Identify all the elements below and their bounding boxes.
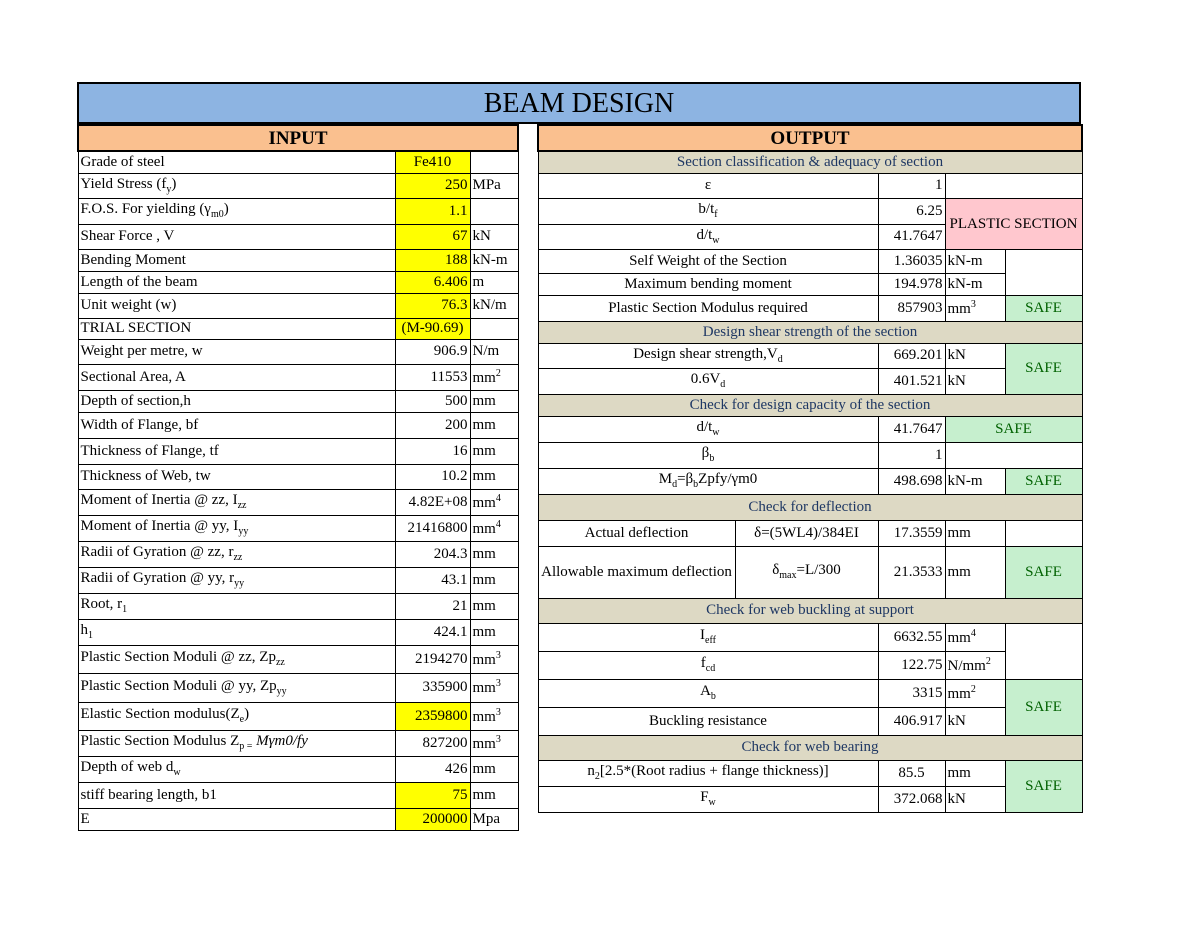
vd06-value: 401.521 — [878, 368, 945, 394]
input-unit: kN-m — [470, 249, 518, 271]
max-bm-value: 194.978 — [878, 273, 945, 295]
input-row — [78, 438, 518, 464]
d-tw-label: $d/t_w$ — [538, 224, 878, 249]
actual-deflection-unit: mm — [945, 520, 1005, 546]
input-unit: $mm^4$ — [470, 515, 518, 541]
input-label: E — [78, 808, 395, 830]
input-label: Plastic Section Moduli @ zz, $Zp_{zz}$ — [78, 645, 395, 673]
deflection-status-badge: SAFE — [1005, 546, 1082, 598]
output-panel — [537, 124, 1081, 813]
md-unit: kN-m — [945, 468, 1005, 494]
input-unit: mm — [470, 464, 518, 489]
vd-unit: kN — [945, 343, 1005, 368]
ieff-value: 6632.55 — [878, 623, 945, 651]
fw-value: 372.068 — [878, 786, 945, 812]
epsilon-value: 1 — [878, 173, 945, 198]
section-title-classification: Section classification & adequacy of section — [538, 151, 1082, 173]
vd-label: Design shear $strength,V_d$ — [538, 343, 878, 368]
input-unit: mm — [470, 567, 518, 593]
input-unit: kN — [470, 224, 518, 249]
fw-label: $F_w$ — [538, 786, 878, 812]
actual-deflection-value: 17.3559 — [878, 520, 945, 546]
input-value[interactable]: 21416800 — [395, 515, 470, 541]
input-value[interactable]: (M-90.69) — [395, 318, 470, 339]
input-value[interactable]: 500 — [395, 390, 470, 412]
input-unit: mm — [470, 541, 518, 567]
input-value[interactable]: 1.1 — [395, 198, 470, 224]
input-row — [78, 808, 518, 830]
input-value[interactable]: 43.1 — [395, 567, 470, 593]
shear-status-badge: SAFE — [1005, 343, 1082, 394]
b-tf-value: 6.25 — [878, 198, 945, 224]
input-unit: kN/m — [470, 293, 518, 318]
input-value[interactable]: 75 — [395, 782, 470, 808]
vd06-unit: kN — [945, 368, 1005, 394]
fw-unit: kN — [945, 786, 1005, 812]
input-row — [78, 390, 518, 412]
input-label: Unit weight (w) — [78, 293, 395, 318]
input-label: Shear Force , V — [78, 224, 395, 249]
input-unit: $mm^3$ — [470, 702, 518, 730]
ab-label: $A_b$ — [538, 679, 878, 707]
bearing-status-badge: SAFE — [1005, 760, 1082, 812]
psm-status-badge: SAFE — [1005, 295, 1082, 321]
allowable-deflection-value: 21.3533 — [878, 546, 945, 598]
input-label: Elastic Section $modulus(Z_e)$ — [78, 702, 395, 730]
buckling-status-badge: SAFE — [1005, 679, 1082, 735]
d-tw2-label: $d/t_w$ — [538, 416, 878, 442]
self-weight-value: 1.36035 — [878, 249, 945, 273]
n2-label: $n_2[2.5*(Root$ radius + flange thickness)] — [538, 760, 878, 786]
section-title-shear: Design shear strength of the section — [538, 321, 1082, 343]
input-row — [78, 224, 518, 249]
input-row — [78, 756, 518, 782]
md-value: 498.698 — [878, 468, 945, 494]
input-value[interactable]: 204.3 — [395, 541, 470, 567]
vd06-label: $0.6V_d$ — [538, 368, 878, 394]
input-row — [78, 151, 518, 173]
input-value[interactable]: 827200 — [395, 730, 470, 756]
output-header: OUTPUT — [538, 125, 1082, 151]
ieff-unit: $mm^4$ — [945, 623, 1005, 651]
input-label: Moment of Inertia @ yy, $I_{yy}$ — [78, 515, 395, 541]
input-unit — [470, 198, 518, 224]
input-label: Plastic Section Moduli @ yy, $Zp_{yy}$ — [78, 673, 395, 702]
b-tf-label: $b/t_f$ — [538, 198, 878, 224]
input-header: INPUT — [78, 125, 518, 151]
input-value[interactable]: Fe410 — [395, 151, 470, 173]
input-value[interactable]: 4.82E+08 — [395, 489, 470, 515]
input-row — [78, 567, 518, 593]
input-row — [78, 489, 518, 515]
input-label: $h_1$ — [78, 619, 395, 645]
allowable-deflection-formula: $\delta_{max}=L/300$ — [735, 546, 878, 598]
buckling-resistance-unit: kN — [945, 707, 1005, 735]
input-unit: $mm^3$ — [470, 645, 518, 673]
input-unit: mm — [470, 619, 518, 645]
input-value[interactable]: 2194270 — [395, 645, 470, 673]
input-value[interactable]: 200 — [395, 412, 470, 438]
input-row — [78, 364, 518, 390]
section-title-web-buckling: Check for web buckling at support — [538, 598, 1082, 623]
input-label: Bending Moment — [78, 249, 395, 271]
input-unit — [470, 151, 518, 173]
ab-unit: $mm^2$ — [945, 679, 1005, 707]
input-unit: $mm^4$ — [470, 489, 518, 515]
input-value[interactable]: 76.3 — [395, 293, 470, 318]
actual-deflection-formula: δ=(5WL4)/384EI — [735, 520, 878, 546]
input-row — [78, 318, 518, 339]
input-row — [78, 730, 518, 756]
input-label: F.O.S. For yielding $(\gamma_{m0})$ — [78, 198, 395, 224]
psm-required-label: Plastic Section Modulus required — [538, 295, 878, 321]
fcd-label: $f_{cd}$ — [538, 651, 878, 679]
input-value[interactable]: 21 — [395, 593, 470, 619]
input-label: Thickness of Web, tw — [78, 464, 395, 489]
input-value[interactable]: 906.9 — [395, 339, 470, 364]
input-row — [78, 619, 518, 645]
input-label: Thickness of Flange, tf — [78, 438, 395, 464]
beam-design-sheet — [77, 82, 1081, 846]
input-value[interactable]: 200000 — [395, 808, 470, 830]
input-label: Depth of web $d_w$ — [78, 756, 395, 782]
max-bm-unit: kN-m — [945, 273, 1005, 295]
d-tw2-value: 41.7647 — [878, 416, 945, 442]
input-unit: mm — [470, 593, 518, 619]
input-label: Width of Flange, bf — [78, 412, 395, 438]
input-unit: MPa — [470, 173, 518, 198]
actual-deflection-label: Actual deflection — [538, 520, 735, 546]
input-unit: mm — [470, 782, 518, 808]
input-value[interactable]: 250 — [395, 173, 470, 198]
buckling-resistance-label: Buckling resistance — [538, 707, 878, 735]
input-row — [78, 293, 518, 318]
epsilon-label: ε — [538, 173, 878, 198]
input-panel — [77, 124, 517, 831]
input-value[interactable]: 6.406 — [395, 271, 470, 293]
d-tw-value: 41.7647 — [878, 224, 945, 249]
input-unit: mm — [470, 412, 518, 438]
input-unit: m — [470, 271, 518, 293]
n2-value: 85.5 — [878, 760, 945, 786]
input-row — [78, 412, 518, 438]
input-label: Weight per metre, w — [78, 339, 395, 364]
self-weight-label: Self Weight of the Section — [538, 249, 878, 273]
input-row — [78, 339, 518, 364]
input-value[interactable]: 335900 — [395, 673, 470, 702]
input-value[interactable]: 2359800 — [395, 702, 470, 730]
input-row — [78, 702, 518, 730]
self-weight-unit: kN-m — [945, 249, 1005, 273]
plastic-section-badge: PLASTIC SECTION — [945, 198, 1082, 249]
input-unit: Mpa — [470, 808, 518, 830]
input-unit: $mm^3$ — [470, 673, 518, 702]
input-row — [78, 673, 518, 702]
input-label: Radii of Gyration @ zz, $r_{zz}$ — [78, 541, 395, 567]
allowable-deflection-label: Allowable maximum deflection — [538, 546, 735, 598]
output-table — [537, 124, 1083, 813]
ieff-label: $I_{eff}$ — [538, 623, 878, 651]
md-label: $M_d=\beta_bZpfy/\gamma m0$ — [538, 468, 878, 494]
input-unit: mm — [470, 390, 518, 412]
input-label: Plastic Section Modulus $Z_{p =}$ Mγm0/fy — [78, 730, 395, 756]
input-label: Depth of section,h — [78, 390, 395, 412]
section-title-capacity: Check for design capacity of the section — [538, 394, 1082, 416]
input-row — [78, 198, 518, 224]
input-row — [78, 515, 518, 541]
max-bm-label: Maximum bending moment — [538, 273, 878, 295]
page-title: BEAM DESIGN — [77, 82, 1081, 124]
input-label: Yield Stress $(f_y)$ — [78, 173, 395, 198]
beta-b-label: $\beta_b$ — [538, 442, 878, 468]
input-label: Radii of Gyration @ yy, $r_{yy}$ — [78, 567, 395, 593]
dtw-status-badge: SAFE — [945, 416, 1082, 442]
input-unit: mm — [470, 438, 518, 464]
input-row — [78, 173, 518, 198]
input-value[interactable]: 188 — [395, 249, 470, 271]
input-unit: $mm^2$ — [470, 364, 518, 390]
psm-required-value: 857903 — [878, 295, 945, 321]
input-table — [77, 124, 519, 831]
n2-unit: mm — [945, 760, 1005, 786]
buckling-resistance-value: 406.917 — [878, 707, 945, 735]
input-label: TRIAL SECTION — [78, 318, 395, 339]
input-row — [78, 271, 518, 293]
allowable-deflection-unit: mm — [945, 546, 1005, 598]
md-status-badge: SAFE — [1005, 468, 1082, 494]
input-label: Grade of steel — [78, 151, 395, 173]
input-value[interactable]: 424.1 — [395, 619, 470, 645]
input-value[interactable]: 426 — [395, 756, 470, 782]
input-value[interactable]: 67 — [395, 224, 470, 249]
input-row — [78, 593, 518, 619]
input-row — [78, 645, 518, 673]
input-unit: N/m — [470, 339, 518, 364]
input-label: stiff bearing length, b1 — [78, 782, 395, 808]
input-label: Sectional Area, A — [78, 364, 395, 390]
input-row — [78, 782, 518, 808]
input-label: Root, $r_1$ — [78, 593, 395, 619]
input-row — [78, 464, 518, 489]
input-unit — [470, 318, 518, 339]
input-value[interactable]: 10.2 — [395, 464, 470, 489]
input-label: Moment of Inertia @ zz, $I_{zz}$ — [78, 489, 395, 515]
input-value[interactable]: 11553 — [395, 364, 470, 390]
section-title-deflection: Check for deflection — [538, 494, 1082, 520]
input-value[interactable]: 16 — [395, 438, 470, 464]
vd-value: 669.201 — [878, 343, 945, 368]
input-unit: $mm^3$ — [470, 730, 518, 756]
psm-required-unit: $mm^3$ — [945, 295, 1005, 321]
beta-b-value: 1 — [878, 442, 945, 468]
input-row — [78, 541, 518, 567]
input-row — [78, 249, 518, 271]
ab-value: 3315 — [878, 679, 945, 707]
fcd-value: 122.75 — [878, 651, 945, 679]
section-title-web-bearing: Check for web bearing — [538, 735, 1082, 760]
input-label: Length of the beam — [78, 271, 395, 293]
fcd-unit: $N/mm^2$ — [945, 651, 1005, 679]
input-unit: mm — [470, 756, 518, 782]
